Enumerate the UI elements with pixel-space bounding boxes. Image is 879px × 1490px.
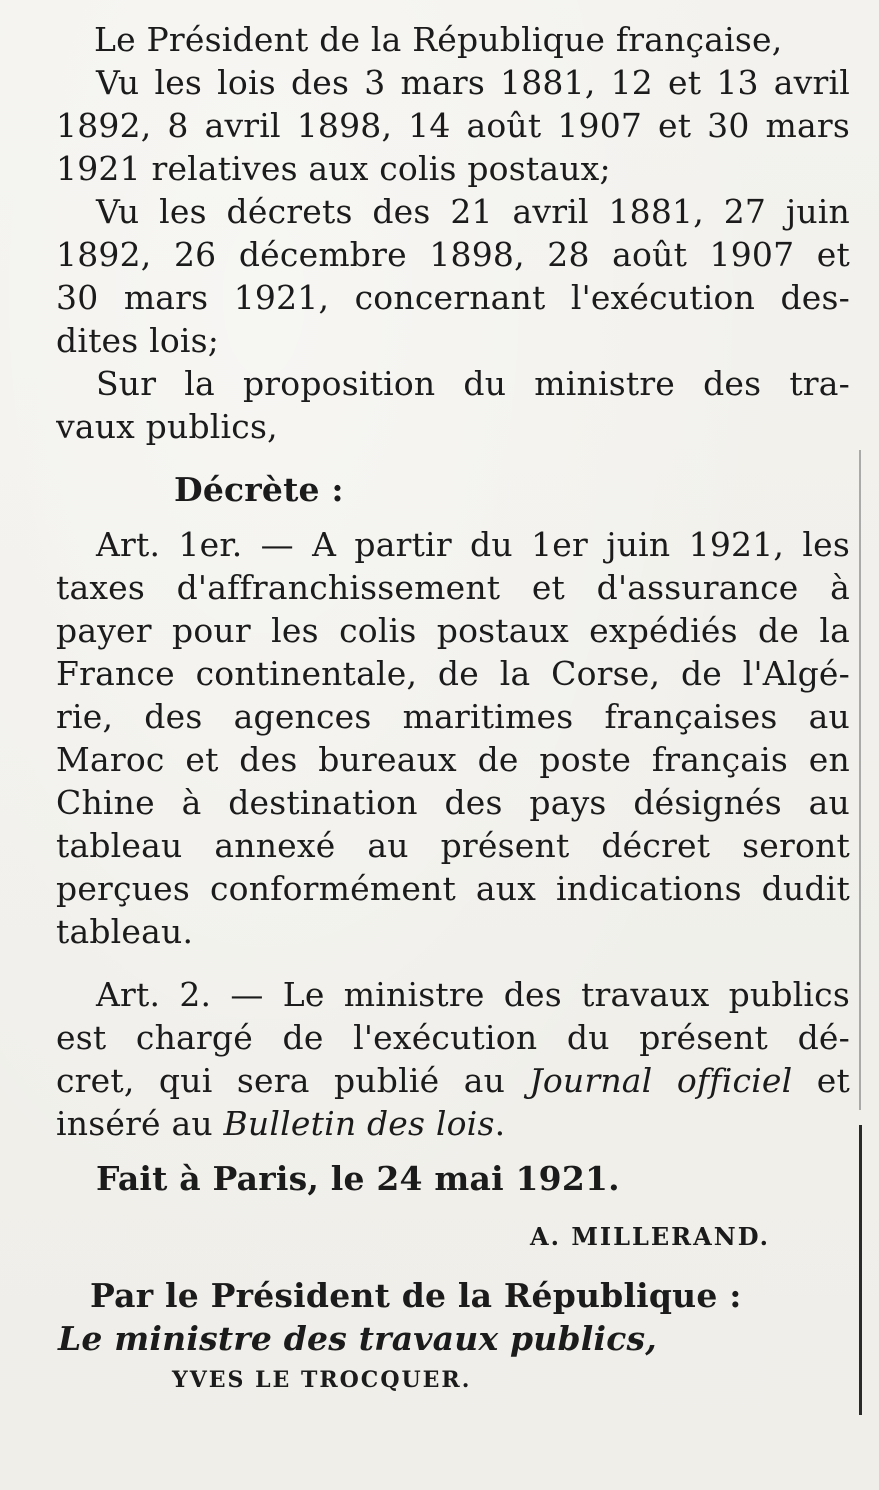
article-2-line-3-text: cret, qui sera publié au	[56, 1061, 530, 1100]
article-2-line-3-end: et	[792, 1061, 850, 1100]
spacer	[56, 1200, 850, 1212]
vu-decrets-line-4: dites lois;	[56, 321, 220, 360]
article-1-line-10: tableau.	[56, 912, 194, 951]
decrete-heading: Décrète :	[174, 470, 344, 509]
minister-title: Le ministre des travaux publics,	[58, 1319, 657, 1358]
vu-lois-line-1: Vu les lois des 3 mars 1881, 12 et 13 avril	[96, 63, 850, 102]
vu-decrets-line-2: 1892, 26 décembre 1898, 28 août 1907 et	[56, 235, 850, 274]
article-1-line-3: payer pour les colis postaux expédiés de la	[56, 611, 850, 650]
article-1-line-2: taxes d'affranchissement et d'assurance à	[56, 568, 850, 607]
preamble-heading: Le Président de la République française,	[94, 20, 783, 59]
countersign-heading: Par le Président de la République :	[90, 1276, 742, 1315]
minister-name: YVES LE TROCQUER.	[172, 1367, 472, 1393]
proposition-line-1: Sur la proposition du ministre des tra-	[96, 364, 850, 403]
margin-rule-upper	[859, 450, 861, 1110]
article-2-line-3	[56, 1059, 850, 1102]
article-2-line-4	[56, 1102, 850, 1145]
article-1-line-8: tableau annexé au présent décret seront	[56, 826, 850, 865]
article-1-line-6: Maroc et des bureaux de poste français en	[56, 740, 850, 779]
article-2-line-4-text: inséré au	[56, 1104, 224, 1143]
presidential-signature: A. MILLERAND.	[530, 1222, 770, 1251]
article-1-line-4: France continentale, de la Corse, de l'Algé-	[56, 654, 850, 693]
bulletin-des-lois-title: Bulletin des lois	[223, 1104, 495, 1143]
margin-rule-lower	[859, 1125, 862, 1415]
article-1-line-1: Art. 1er. — A partir du 1er juin 1921, les	[96, 525, 850, 564]
article-2-line-1: Art. 2. — Le ministre des travaux publics	[96, 975, 850, 1014]
article-1-line-9: perçues conformément aux indications dudit	[56, 869, 850, 908]
journal-officiel-title: Journal officiel	[529, 1061, 793, 1100]
vu-lois-line-3: 1921 relatives aux colis postaux;	[56, 149, 611, 188]
spacer	[56, 448, 850, 468]
spacer	[56, 511, 850, 523]
decree-text	[56, 18, 850, 1400]
vu-decrets-line-1: Vu les décrets des 21 avril 1881, 27 juin	[96, 192, 850, 231]
spacer	[56, 1145, 850, 1157]
article-2-line-4-end: .	[494, 1104, 506, 1143]
vu-decrets-line-3: 30 mars 1921, concernant l'exécution des-	[56, 278, 850, 317]
date-line: Fait à Paris, le 24 mai 1921.	[96, 1159, 620, 1198]
spacer	[56, 953, 850, 973]
spacer	[56, 1262, 850, 1274]
article-1-line-7: Chine à destination des pays désignés au	[56, 783, 850, 822]
proposition-line-2: vaux publics,	[56, 407, 278, 446]
article-1-line-5: rie, des agences maritimes françaises au	[56, 697, 850, 736]
article-2-line-2: est chargé de l'exécution du présent dé-	[56, 1018, 850, 1057]
vu-lois-line-2: 1892, 8 avril 1898, 14 août 1907 et 30 mars	[56, 106, 850, 145]
